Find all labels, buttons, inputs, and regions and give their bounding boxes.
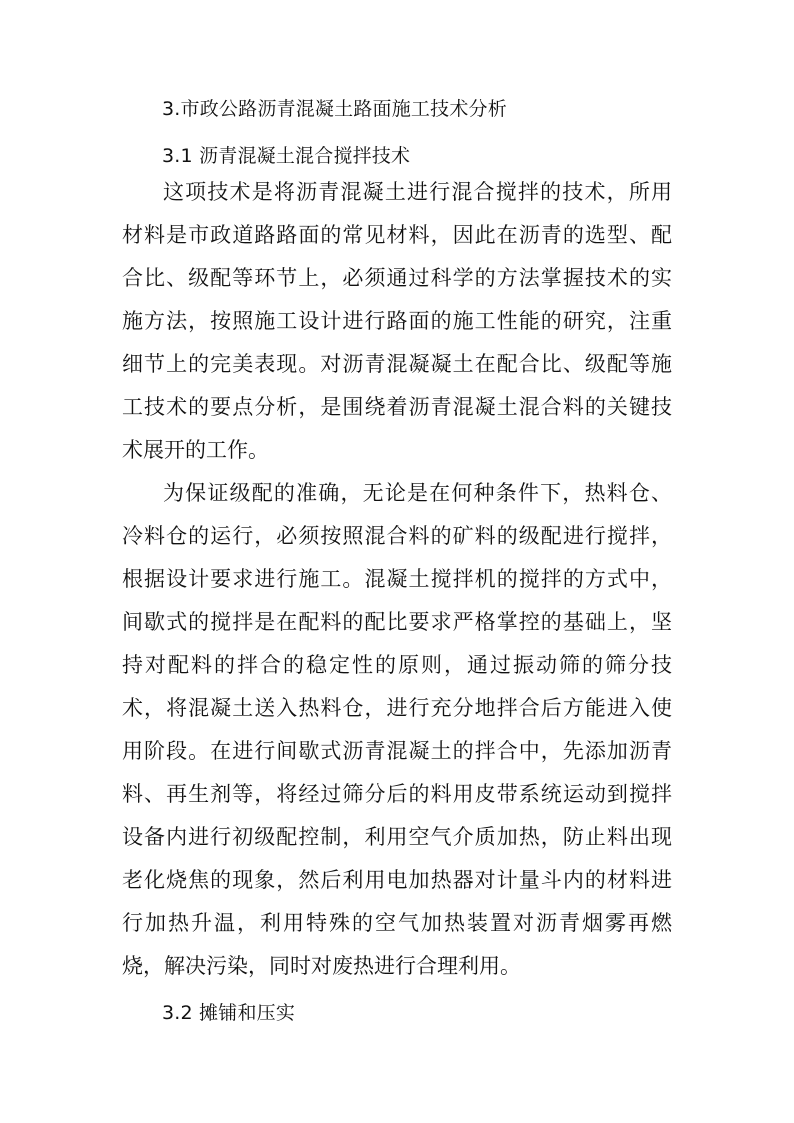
paragraph-line: 冷料仓的运行，必须按照混合料的矿料的级配进行搅拌， <box>122 524 672 548</box>
paragraph-line: 术，将混凝土送入热料仓，进行充分地拌合后方能进入使 <box>122 696 672 720</box>
section-heading-3-2: 3.2 摊铺和压实 <box>162 1002 296 1024</box>
paragraph-line: 合比、级配等环节上，必须通过科学的方法掌握技术的实 <box>122 266 672 290</box>
paragraph-line: 烧，解决污染，同时对废热进行合理利用。 <box>122 954 521 978</box>
paragraph-line: 术展开的工作。 <box>122 438 269 462</box>
paragraph-line: 细节上的完美表现。对沥青混凝凝土在配合比、级配等施 <box>122 352 672 376</box>
paragraph-line: 这项技术是将沥青混凝土进行混合搅拌的技术，所用 <box>163 180 672 204</box>
section-heading-3-1: 3.1 沥青混凝土混合搅拌技术 <box>162 145 411 167</box>
paragraph-line: 为保证级配的准确，无论是在何种条件下，热料仓、 <box>163 481 672 505</box>
paragraph-line: 老化烧焦的现象，然后利用电加热器对计量斗内的材料进 <box>122 868 672 892</box>
paragraph-line: 间歇式的搅拌是在配料的配比要求严格掌控的基础上，坚 <box>122 610 672 634</box>
paragraph-line: 施方法，按照施工设计进行路面的施工性能的研究，注重 <box>122 309 672 333</box>
paragraph-line: 工技术的要点分析，是围绕着沥青混凝土混合料的关键技 <box>122 395 672 419</box>
paragraph-line: 持对配料的拌合的稳定性的原则，通过振动筛的筛分技 <box>122 653 672 677</box>
paragraph-line: 行加热升温，利用特殊的空气加热装置对沥青烟雾再燃 <box>122 911 672 935</box>
section-heading-3: 3.市政公路沥青混凝土路面施工技术分析 <box>162 98 507 120</box>
paragraph-line: 用阶段。在进行间歇式沥青混凝土的拌合中，先添加沥青 <box>122 739 672 763</box>
paragraph-line: 材料是市政道路路面的常见材料，因此在沥青的选型、配 <box>122 223 672 247</box>
paragraph-line: 料、再生剂等，将经过筛分后的料用皮带系统运动到搅拌 <box>122 782 672 806</box>
paragraph-line: 根据设计要求进行施工。混凝土搅拌机的搅拌的方式中， <box>122 567 672 591</box>
paragraph-line: 设备内进行初级配控制，利用空气介质加热，防止料出现 <box>122 825 672 849</box>
